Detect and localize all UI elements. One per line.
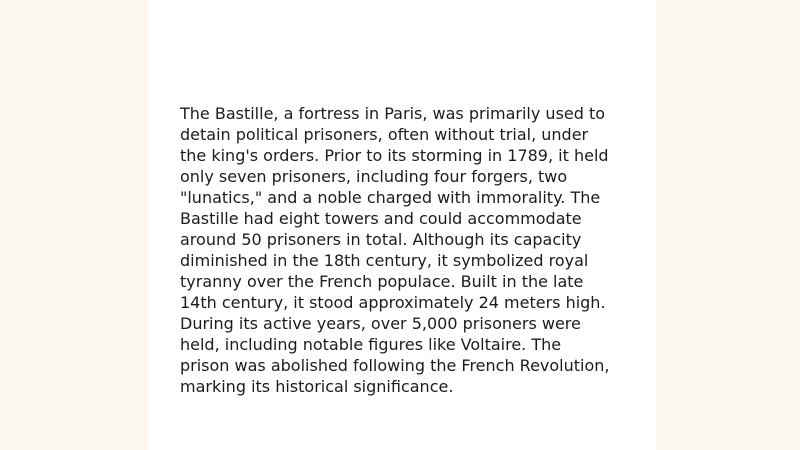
text-line: Bastille had eight towers and could accommodate <box>180 209 582 228</box>
text-line: only seven prisoners, including four forgers, two <box>180 167 568 186</box>
text-line: diminished in the 18th century, it symbolized royal <box>180 251 589 270</box>
text-line: detain political prisoners, often without trial, under <box>180 125 589 144</box>
document-page <box>148 0 656 450</box>
text-line: around 50 prisoners in total. Although its capacity <box>180 230 582 249</box>
text-line: 14th century, it stood approximately 24 meters high. <box>180 293 606 312</box>
text-line: "lunatics," and a noble charged with immorality. The <box>180 188 601 207</box>
text-line: the king's orders. Prior to its storming in 1789, it held <box>180 146 609 165</box>
body-paragraph <box>180 103 628 397</box>
text-line: The Bastille, a fortress in Paris, was primarily used to <box>180 104 606 123</box>
text-line: During its active years, over 5,000 prisoners were <box>180 314 581 333</box>
text-line: tyranny over the French populace. Built in the late <box>180 272 584 291</box>
text-line: prison was abolished following the French Revolution, <box>180 356 610 375</box>
text-line: held, including notable figures like Voltaire. The <box>180 335 562 354</box>
text-line: marking its historical significance. <box>180 377 454 396</box>
